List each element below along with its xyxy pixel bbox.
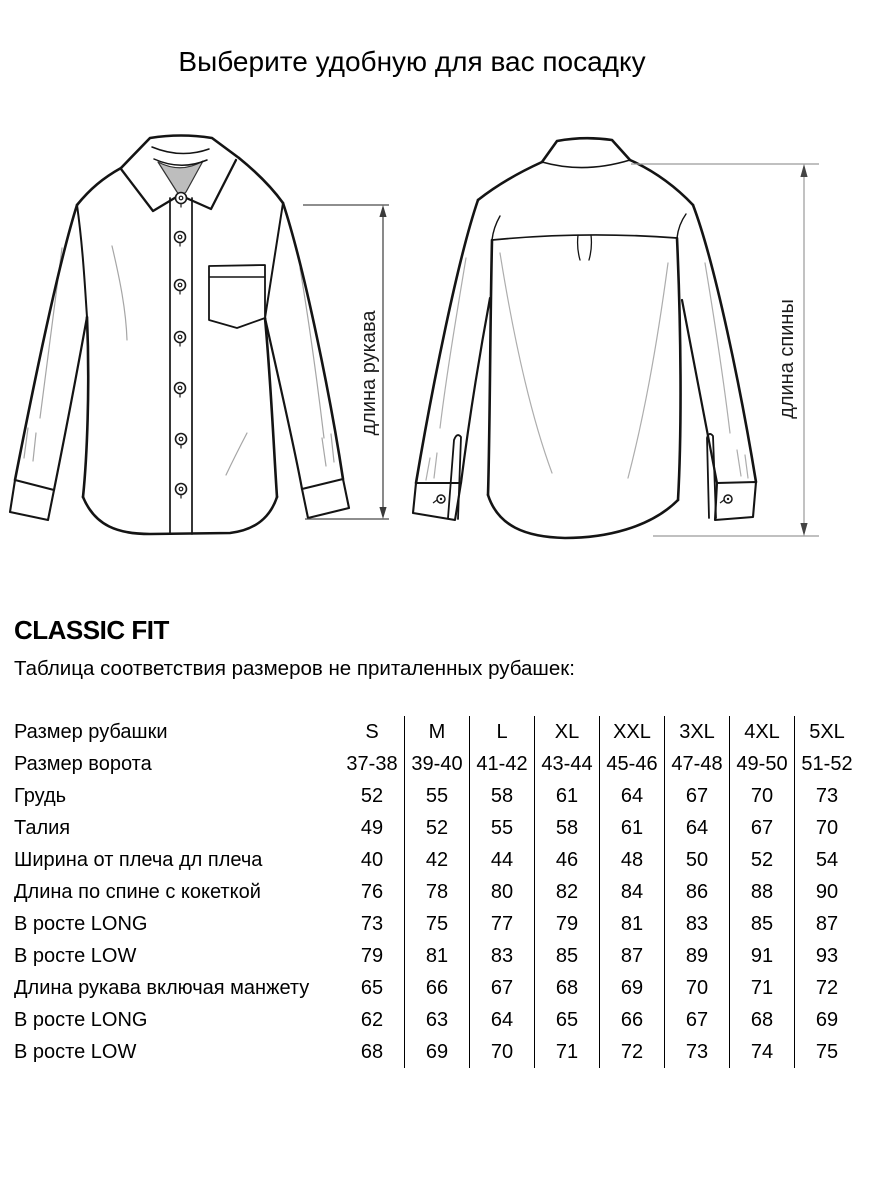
size-cell: 39-40 bbox=[405, 748, 470, 780]
size-cell: 66 bbox=[405, 972, 470, 1004]
row-label: Ширина от плеча дл плеча bbox=[14, 848, 263, 871]
table-row bbox=[14, 780, 859, 812]
size-cell: 49-50 bbox=[730, 748, 795, 780]
size-cell: 65 bbox=[535, 1004, 600, 1036]
size-cell: 58 bbox=[535, 812, 600, 844]
size-cell: 70 bbox=[470, 1036, 535, 1068]
size-cell: 85 bbox=[535, 940, 600, 972]
size-cell: 74 bbox=[730, 1036, 795, 1068]
size-cell: 71 bbox=[535, 1036, 600, 1068]
size-cell: XL bbox=[535, 716, 600, 748]
size-cell: 87 bbox=[795, 908, 860, 940]
shirt-back-outline bbox=[413, 160, 756, 538]
size-cell: 67 bbox=[730, 812, 795, 844]
size-cell: 66 bbox=[600, 1004, 665, 1036]
size-cell: 81 bbox=[405, 940, 470, 972]
row-label: Размер ворота bbox=[14, 752, 152, 775]
size-cell: 65 bbox=[360, 976, 384, 999]
size-cell: 87 bbox=[600, 940, 665, 972]
size-cell: 37-38 bbox=[346, 752, 398, 775]
size-cell: 62 bbox=[360, 1008, 384, 1031]
back-length-label: длина спины bbox=[776, 299, 798, 419]
table-row bbox=[14, 812, 859, 844]
size-cell: 82 bbox=[535, 876, 600, 908]
row-label: Грудь bbox=[14, 784, 67, 807]
size-cell: 45-46 bbox=[600, 748, 665, 780]
yoke-seam bbox=[492, 235, 677, 240]
table-row bbox=[14, 748, 859, 780]
size-cell: 79 bbox=[360, 944, 384, 967]
size-cell: 51-52 bbox=[795, 748, 860, 780]
size-cell: 75 bbox=[795, 1036, 860, 1068]
size-cell: 70 bbox=[665, 972, 730, 1004]
size-cell: 52 bbox=[360, 784, 384, 807]
size-cell: 47-48 bbox=[665, 748, 730, 780]
size-cell: 81 bbox=[600, 908, 665, 940]
row-label: Размер рубашки bbox=[14, 720, 168, 743]
table-row bbox=[14, 716, 859, 748]
size-cell: 64 bbox=[665, 812, 730, 844]
size-cell: 61 bbox=[600, 812, 665, 844]
button-placket-buttons bbox=[175, 193, 187, 499]
size-cell: 69 bbox=[405, 1036, 470, 1068]
size-cell: 55 bbox=[405, 780, 470, 812]
size-cell: 54 bbox=[795, 844, 860, 876]
size-cell: 5XL bbox=[795, 716, 860, 748]
row-label: Талия bbox=[14, 816, 71, 839]
size-cell: 44 bbox=[470, 844, 535, 876]
size-cell: 93 bbox=[795, 940, 860, 972]
section-heading: CLASSIC FIT bbox=[14, 615, 169, 645]
back-collar bbox=[542, 138, 630, 167]
size-cell: 91 bbox=[730, 940, 795, 972]
size-cell: 86 bbox=[665, 876, 730, 908]
shirt-front-illustration bbox=[0, 128, 400, 578]
size-cell: 50 bbox=[665, 844, 730, 876]
table-row bbox=[14, 876, 859, 908]
size-cell: 68 bbox=[730, 1004, 795, 1036]
size-cell: 69 bbox=[600, 972, 665, 1004]
size-cell: 69 bbox=[795, 1004, 860, 1036]
size-cell: L bbox=[470, 716, 535, 748]
size-cell: 72 bbox=[600, 1036, 665, 1068]
size-cell: 75 bbox=[405, 908, 470, 940]
row-label: Длина по спине с кокеткой bbox=[14, 880, 261, 903]
size-cell: 72 bbox=[795, 972, 860, 1004]
size-table-body bbox=[14, 716, 859, 1068]
table-row bbox=[14, 908, 859, 940]
size-cell: 88 bbox=[730, 876, 795, 908]
size-cell: S bbox=[365, 720, 379, 743]
size-table bbox=[14, 716, 859, 1068]
size-cell: 78 bbox=[405, 876, 470, 908]
size-cell: 67 bbox=[470, 972, 535, 1004]
size-cell: 70 bbox=[795, 812, 860, 844]
size-cell: 4XL bbox=[730, 716, 795, 748]
row-label: В росте LONG bbox=[14, 912, 148, 935]
size-cell: 84 bbox=[600, 876, 665, 908]
fit-diagram bbox=[0, 128, 881, 590]
size-cell: 63 bbox=[405, 1004, 470, 1036]
size-cell: 89 bbox=[665, 940, 730, 972]
size-cell: 52 bbox=[405, 812, 470, 844]
size-cell: 70 bbox=[730, 780, 795, 812]
size-cell: XXL bbox=[600, 716, 665, 748]
size-cell: 67 bbox=[665, 1004, 730, 1036]
size-cell: 42 bbox=[405, 844, 470, 876]
size-cell: 77 bbox=[470, 908, 535, 940]
table-row bbox=[14, 844, 859, 876]
size-cell: 71 bbox=[730, 972, 795, 1004]
size-cell: 41-42 bbox=[470, 748, 535, 780]
size-cell: 73 bbox=[360, 912, 384, 935]
size-cell: 68 bbox=[360, 1040, 384, 1063]
size-cell: 90 bbox=[795, 876, 860, 908]
row-label: Длина рукава включая манжету bbox=[14, 976, 310, 999]
size-cell: 3XL bbox=[665, 716, 730, 748]
page-title: Выберите удобную для вас посадку bbox=[178, 46, 646, 77]
table-row bbox=[14, 1036, 859, 1068]
size-cell: 85 bbox=[730, 908, 795, 940]
size-cell: 73 bbox=[795, 780, 860, 812]
box-pleat bbox=[578, 235, 580, 260]
size-cell: 83 bbox=[470, 940, 535, 972]
table-row bbox=[14, 940, 859, 972]
size-cell: 52 bbox=[730, 844, 795, 876]
size-cell: 73 bbox=[665, 1036, 730, 1068]
sleeve-length-label: длина рукава bbox=[358, 310, 380, 436]
size-cell: 67 bbox=[665, 780, 730, 812]
size-cell: M bbox=[405, 716, 470, 748]
size-cell: 80 bbox=[470, 876, 535, 908]
size-cell: 55 bbox=[470, 812, 535, 844]
size-cell: 64 bbox=[600, 780, 665, 812]
size-cell: 76 bbox=[360, 880, 384, 903]
size-cell: 68 bbox=[535, 972, 600, 1004]
chest-pocket bbox=[209, 265, 265, 328]
inner-neck-shade bbox=[158, 161, 203, 195]
row-label: В росте LOW bbox=[14, 1040, 137, 1063]
size-cell: 40 bbox=[360, 848, 384, 871]
table-row bbox=[14, 1004, 859, 1036]
size-cell: 46 bbox=[535, 844, 600, 876]
section-subtitle: Таблица соответствия размеров не приталенных рубашек: bbox=[14, 657, 575, 680]
size-cell: 48 bbox=[600, 844, 665, 876]
back-crease-lines bbox=[426, 253, 748, 480]
row-label: В росте LONG bbox=[14, 1008, 148, 1031]
size-cell: 49 bbox=[360, 816, 384, 839]
size-cell: 83 bbox=[665, 908, 730, 940]
table-row bbox=[14, 972, 859, 1004]
size-cell: 64 bbox=[470, 1004, 535, 1036]
row-label: В росте LOW bbox=[14, 944, 137, 967]
size-cell: 79 bbox=[535, 908, 600, 940]
size-cell: 43-44 bbox=[535, 748, 600, 780]
box-pleat bbox=[589, 235, 591, 260]
shirt-back-illustration bbox=[400, 128, 881, 590]
size-cell: 61 bbox=[535, 780, 600, 812]
size-cell: 58 bbox=[470, 780, 535, 812]
